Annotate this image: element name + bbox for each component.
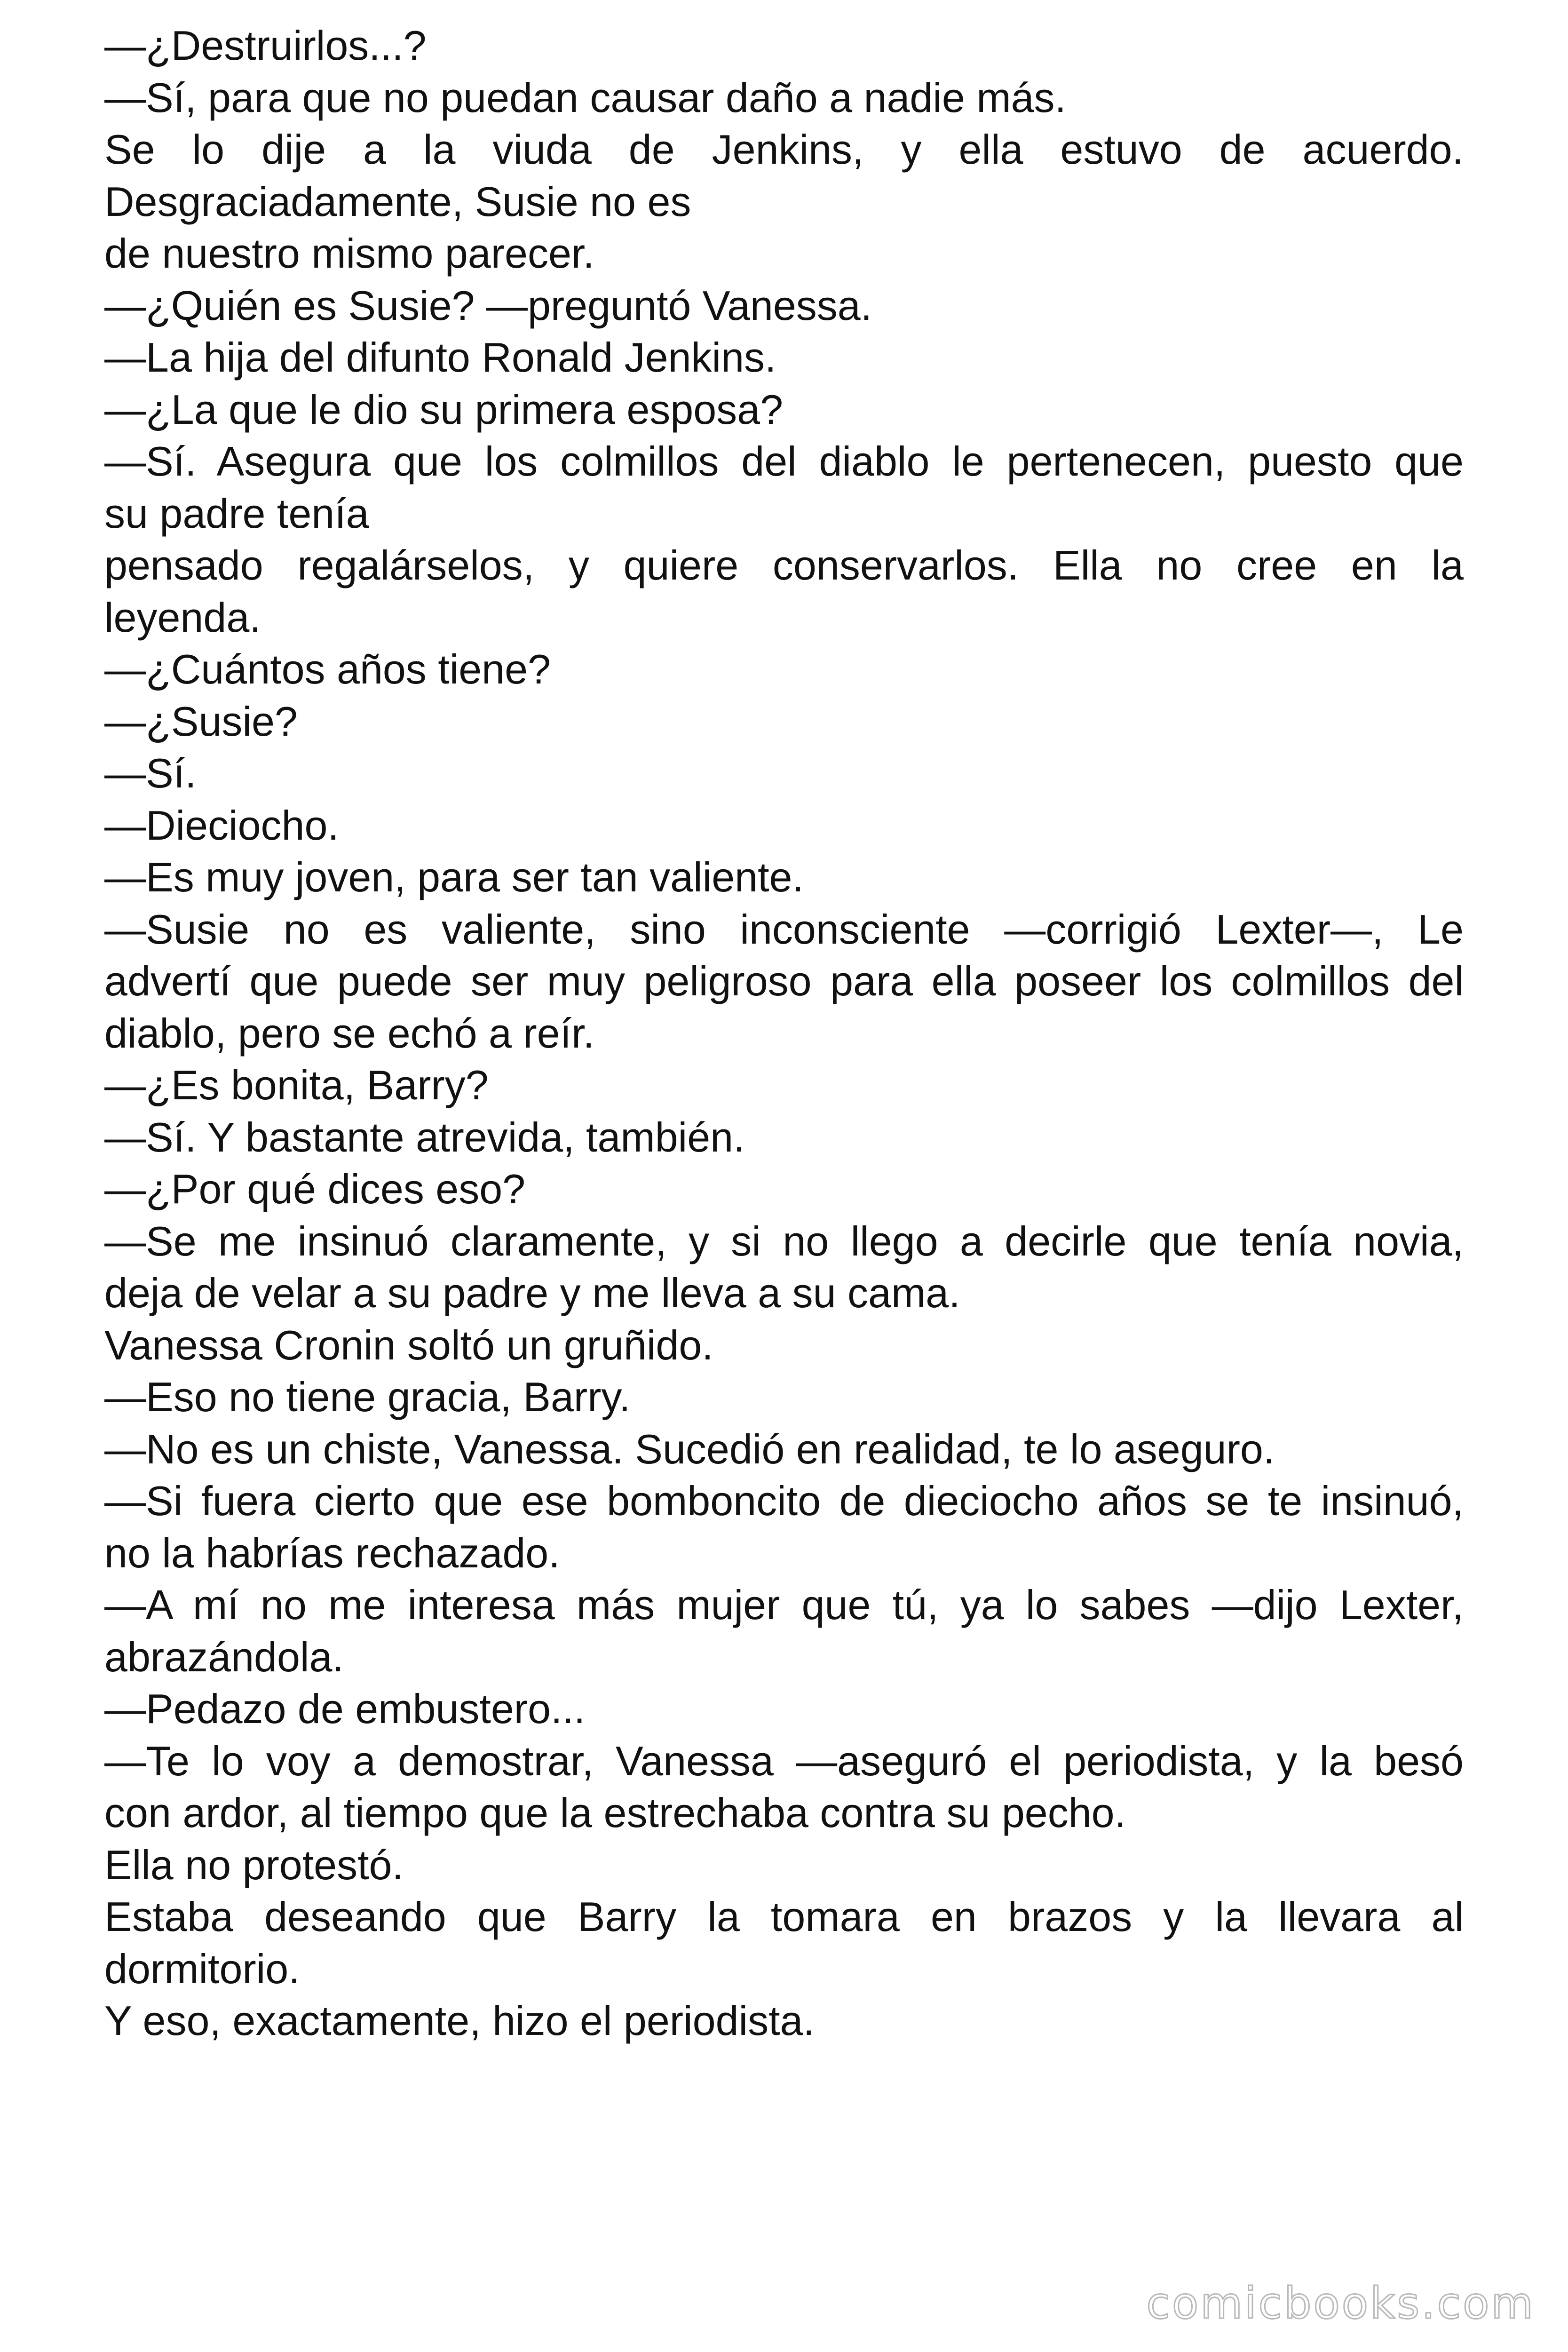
text-line: Desgraciadamente, Susie no es (104, 178, 691, 225)
text-line: —Susie no es valiente, sino inconsciente —corrigió Lexter—, Le (104, 906, 1464, 953)
text-line: —Sí. (104, 750, 197, 796)
text-line: —No es un chiste, Vanessa. Sucedió en realidad, te lo aseguro. (104, 1425, 1275, 1472)
text-line: pensado regalárselos, y quiere conservarlos. Ella no cree en la (104, 542, 1464, 588)
text-line: —¿Destruirlos...? (104, 22, 427, 69)
text-line: deja de velar a su padre y me lleva a su cama. (104, 1270, 960, 1316)
text-line: —Eso no tiene gracia, Barry. (104, 1374, 631, 1420)
text-line: —Sí, para que no puedan causar daño a nadie más. (104, 74, 1066, 121)
text-line: Se lo dije a la viuda de Jenkins, y ella estuvo de acuerdo. (104, 126, 1464, 173)
text-line: —¿Cuántos años tiene? (104, 646, 551, 692)
text-line: con ardor, al tiempo que la estrechaba contra su pecho. (104, 1789, 1126, 1836)
text-line: —Se me insinuó claramente, y si no llego a decirle que tenía novia, (104, 1217, 1464, 1264)
text-line: su padre tenía (104, 490, 369, 537)
text-line: —Pedazo de embustero... (104, 1685, 586, 1732)
text-line: advertí que puede ser muy peligroso para ella poseer los colmillos del (104, 958, 1464, 1004)
page-text (104, 20, 1464, 2047)
text-line: —¿Susie? (104, 698, 298, 745)
text-line: Estaba deseando que Barry la tomara en brazos y la llevara al (104, 1893, 1464, 1940)
text-line: —Te lo voy a demostrar, Vanessa —aseguró el periodista, y la besó (104, 1737, 1464, 1784)
text-line: —Es muy joven, para ser tan valiente. (104, 854, 804, 900)
text-line: —Sí. Y bastante atrevida, también. (104, 1113, 745, 1160)
text-line: abrazándola. (104, 1633, 344, 1680)
text-line: —Dieciocho. (104, 802, 339, 849)
text-line: —Si fuera cierto que ese bomboncito de dieciocho años se te insinuó, (104, 1478, 1464, 1524)
text-line: —¿Por qué dices eso? (104, 1166, 526, 1212)
text-line: —La hija del difunto Ronald Jenkins. (104, 334, 776, 381)
text-line: Vanessa Cronin soltó un gruñido. (104, 1321, 713, 1368)
text-line: —¿Quién es Susie? —preguntó Vanessa. (104, 282, 872, 329)
text-line: leyenda. (104, 594, 261, 641)
text-line: Ella no protestó. (104, 1841, 404, 1888)
text-line: dormitorio. (104, 1945, 300, 1992)
text-line: —¿La que le dio su primera esposa? (104, 386, 784, 433)
text-line: —Sí. Asegura que los colmillos del diablo le pertenecen, puesto que (104, 438, 1464, 485)
watermark: comicbooks.com (1146, 2278, 1535, 2328)
text-line: —A mí no me interesa más mujer que tú, ya lo sabes —dijo Lexter, (104, 1581, 1464, 1628)
text-line: Y eso, exactamente, hizo el periodista. (104, 1997, 815, 2044)
text-line: —¿Es bonita, Barry? (104, 1062, 489, 1108)
text-line: no la habrías rechazado. (104, 1529, 560, 1576)
text-line: diablo, pero se echó a reír. (104, 1009, 594, 1057)
text-line: de nuestro mismo parecer. (104, 230, 594, 277)
